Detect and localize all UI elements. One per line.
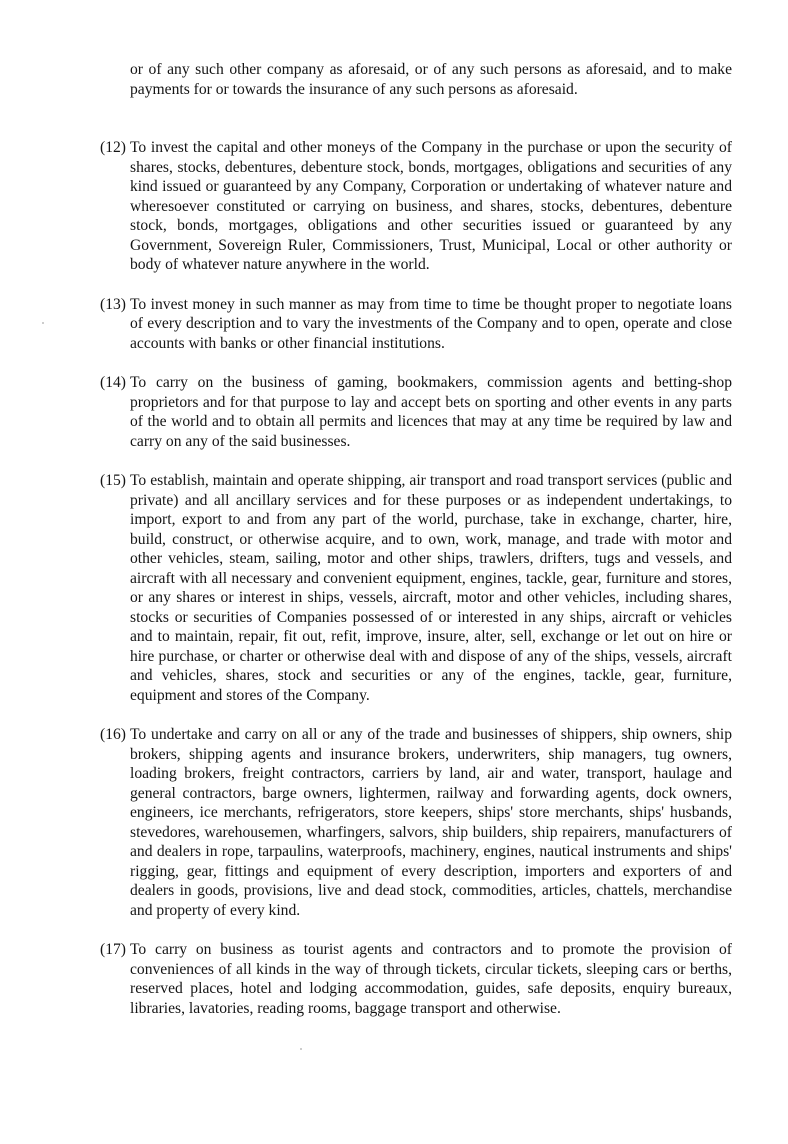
clause-text: To invest the capital and other moneys of the Company in the purchase or upon the security of shares, stocks, debentures, debenture stock, bonds, mortgages, obligations and securities of any kind issued or guaranteed by any Company, Corporation or undertaking of whatever nature and wheresoever constituted or carrying on business, and shares, stocks, debentures, debenture stock, bonds, mortgages, obligations and other securities issued or guaranteed by any Government, Sovereign Ruler, Commissioners, Trust, Municipal, Local or other authority or body of whatever nature anywhere in the world. (130, 139, 732, 273)
clause-number: (14) (100, 374, 126, 391)
clause-17 (100, 940, 732, 1018)
clause-13 (100, 295, 732, 354)
scan-speck (42, 322, 44, 324)
clause-number: (12) (100, 139, 126, 156)
clause-16 (100, 725, 732, 920)
clause-15 (100, 471, 732, 705)
clause-text: To carry on business as tourist agents and contractors and to promote the provision of conveniences of all kinds in the way of through tickets, circular tickets, sleeping cars or berths, reserved places, hotel and lodging accommodation, guides, safe deposits, enquiry bureaux, libraries, lavatories, reading rooms, baggage transport and otherwise. (130, 941, 732, 1017)
clause-text: To undertake and carry on all or any of the trade and businesses of shippers, ship owners, ship brokers, shipping agents and insurance brokers, underwriters, ship managers, tug owners, loading brokers, freight contractors, carriers by land, air and water, transport, haulage and general contractors, barge owners, lightermen, railway and forwarding agents, dock owners, engineers, ice merchants, refrigerators, store keepers, ships' store merchants, ships' husbands, stevedores, warehousemen, wharfingers, salvors, ship builders, ship repairers, manufacturers of and dealers in rope, tarpaulins, waterproofs, machinery, engines, nautical instruments and ships' rigging, gear, fittings and equipment of every description, importers and exporters of and dealers in goods, provisions, live and dead stock, commodities, articles, chattels, merchandise and property of every kind. (130, 726, 732, 919)
clause-text: To carry on the business of gaming, bookmakers, commission agents and betting-shop proprietors and for that purpose to lay and accept bets on sporting and other events in any parts of the world and to obtain all permits and licences that may at any time be required by law and carry on any of the said businesses. (130, 374, 732, 450)
clause-12 (100, 138, 732, 275)
clause-text: To establish, maintain and operate shipping, air transport and road transport services (public and private) and all ancillary services and for these purposes or as independent undertakings, to import, export to and from any part of the world, purchase, take in exchange, charter, hire, build, construct, or otherwise acquire, and to own, work, manage, and trade with motor and other vehicles, steam, sailing, motor and other ships, trawlers, drifters, tugs and vessels, and aircraft with all necessary and convenient equipment, engines, tackle, gear, furniture and stores, or any shares or interest in ships, vessels, aircraft, motor and other vehicles, including shares, stocks or securities of Companies possessed of or interested in any ships, aircraft or vehicles and to maintain, repair, fit out, refit, improve, insure, alter, sell, exchange or let out on hire or hire purchase, or charter or otherwise deal with and dispose of any of the ships, vessels, aircraft and vehicles, shares, stock and securities or any of the engines, tackle, gear, furniture, equipment and stores of the Company. (130, 472, 732, 704)
clause-number: (16) (100, 726, 126, 743)
continuation-paragraph: or of any such other company as aforesaid, or of any such persons as aforesaid, and to make payments for or towards the insurance of any such persons as aforesaid. (130, 61, 732, 98)
scan-speck (300, 1048, 302, 1050)
clause-number: (13) (100, 295, 126, 313)
clause-number: (15) (100, 472, 126, 489)
clause-14 (100, 373, 732, 451)
clause-text: To invest money in such manner as may from time to time be thought proper to negotiate loans of every description and to vary the investments of the Company and to open, operate and close accounts with banks or other financial institutions. (130, 295, 732, 352)
clause-number: (17) (100, 941, 126, 958)
